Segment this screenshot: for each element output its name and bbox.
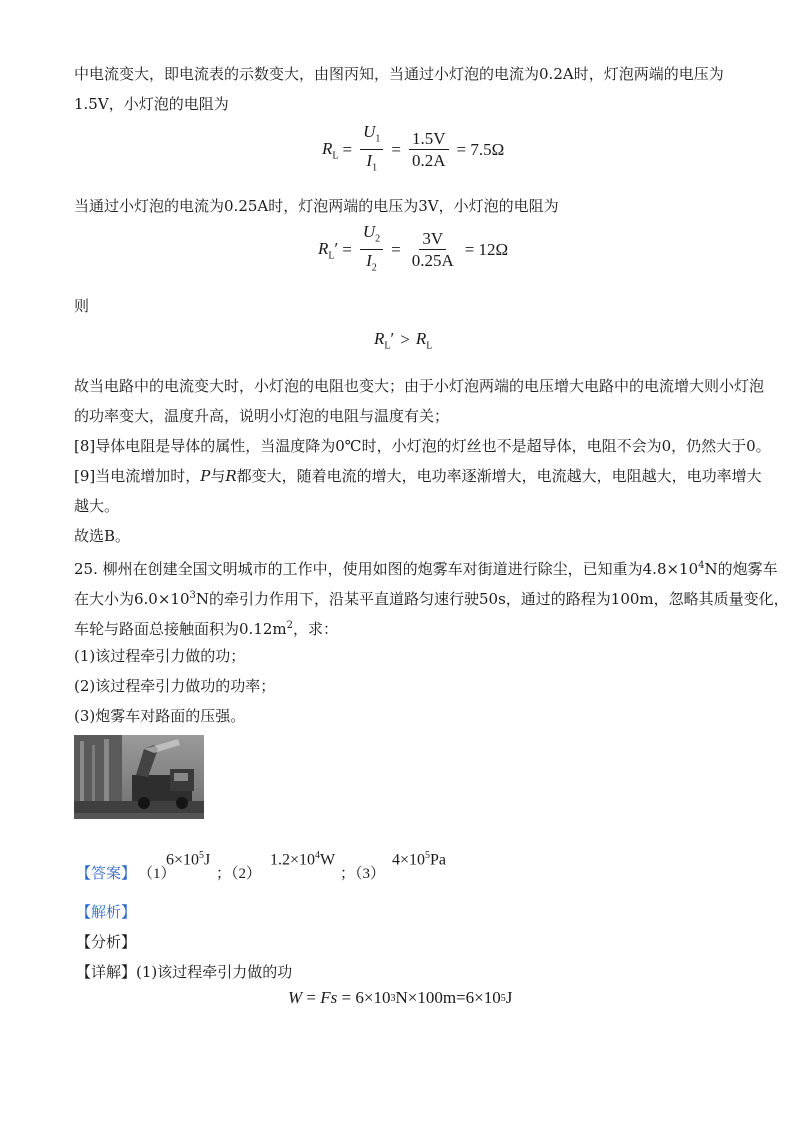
- paragraph-line: [9]当电流增加时，P与R都变大，随着电流的增大，电功率逐渐增大，电流越大，电阻越大，电功率增大: [74, 467, 762, 485]
- paragraph-line: [8]导体电阻是导体的属性，当温度降为0℃时，小灯泡的灯丝也不是超导体，电阻不会为0，仍然大于0。: [74, 437, 771, 455]
- fog-cannon-truck-photo: [74, 735, 204, 819]
- sub-question-2: (2)该过程牵引力做功的功率；: [74, 677, 276, 695]
- paragraph-line: 故选B。: [74, 527, 131, 545]
- equation-resistance-2: $R_L'$ = $\frac{U_2}{I_2}$ = $\frac{3V}{0.25A}$ = 12Ω: [318, 222, 508, 278]
- equation-resistance-1: $R_L$ = $\frac{U_1}{I_1}$ = $\frac{1.5V}{0.2A}$ = 7.5Ω: [322, 122, 504, 178]
- answer-label: 【答案】: [76, 866, 137, 882]
- fraction: $\frac{3V}{0.25A}$: [411, 229, 454, 271]
- paragraph-line: 当通过小灯泡的电流为0.25A时，灯泡两端的电压为3V，小灯泡的电阻为: [74, 197, 559, 215]
- question-25-text: 25. 柳州在创建全国文明城市的工作中，使用如图的炮雾车对街道进行除尘，已知重为$4.8\times 10^4N$的炮雾车: [74, 560, 778, 578]
- paragraph-line: 故当电路中的电流变大时，小灯泡的电阻也变大；由于小灯泡两端的电压增大电路中的电流增大则小灯泡: [74, 377, 765, 395]
- paragraph-line: 1.5V，小灯泡的电阻为: [74, 95, 229, 113]
- detail-line: 【详解】(1)该过程牵引力做的功: [76, 963, 293, 981]
- sub-question-1: (1)该过程牵引力做的功；: [74, 647, 246, 665]
- analysis-heading: 【解析】: [76, 903, 137, 921]
- truck-illustration: [74, 735, 204, 819]
- answer-value-1: $6\times 10^5J$: [166, 850, 211, 869]
- answer-number-3: ；（3）: [340, 866, 386, 882]
- question-25-text: 车轮与路面总接触面积为$0.12m^2$，求：: [74, 620, 339, 638]
- fraction: $\frac{1.5V}{0.2A}$: [409, 129, 449, 170]
- question-25-text: 在大小为$6.0\times 10^3N$的牵引力作用下，沿某平直道路匀速行驶50s，通过的路程为100m，忽略其质量变化，: [74, 590, 789, 608]
- paragraph-line: 则: [74, 297, 90, 315]
- sub-question-3: (3)炮雾车对路面的压强。: [74, 707, 246, 725]
- paragraph-line: 的功率变大，温度升高，说明小灯泡的电阻与温度有关；: [74, 407, 450, 425]
- answer-number-2: ；（2）: [216, 866, 262, 882]
- answer-value-2: $1.2\times 10^4W$: [270, 850, 336, 869]
- paragraph-line: 中电流变大，即电流表的示数变大，由图丙知，当通过小灯泡的电流为0.2A时，灯泡两端的电压为: [74, 65, 724, 83]
- equation-comparison: $R_L'$ > $R_L$: [374, 329, 433, 352]
- analysis-subheading: 【分析】: [76, 933, 137, 951]
- fraction: $\frac{U_1}{I_1}$: [360, 122, 383, 178]
- equation-work: W = Fs = 6×10 3 N×100m=6×10 5 J: [288, 988, 513, 1007]
- paragraph-line: 越大。: [74, 497, 120, 515]
- fraction: $\frac{U_2}{I_2}$: [360, 222, 383, 278]
- answer-value-3: $4\times 10^5Pa$: [392, 850, 447, 869]
- answer-number-1: （1）: [138, 866, 176, 882]
